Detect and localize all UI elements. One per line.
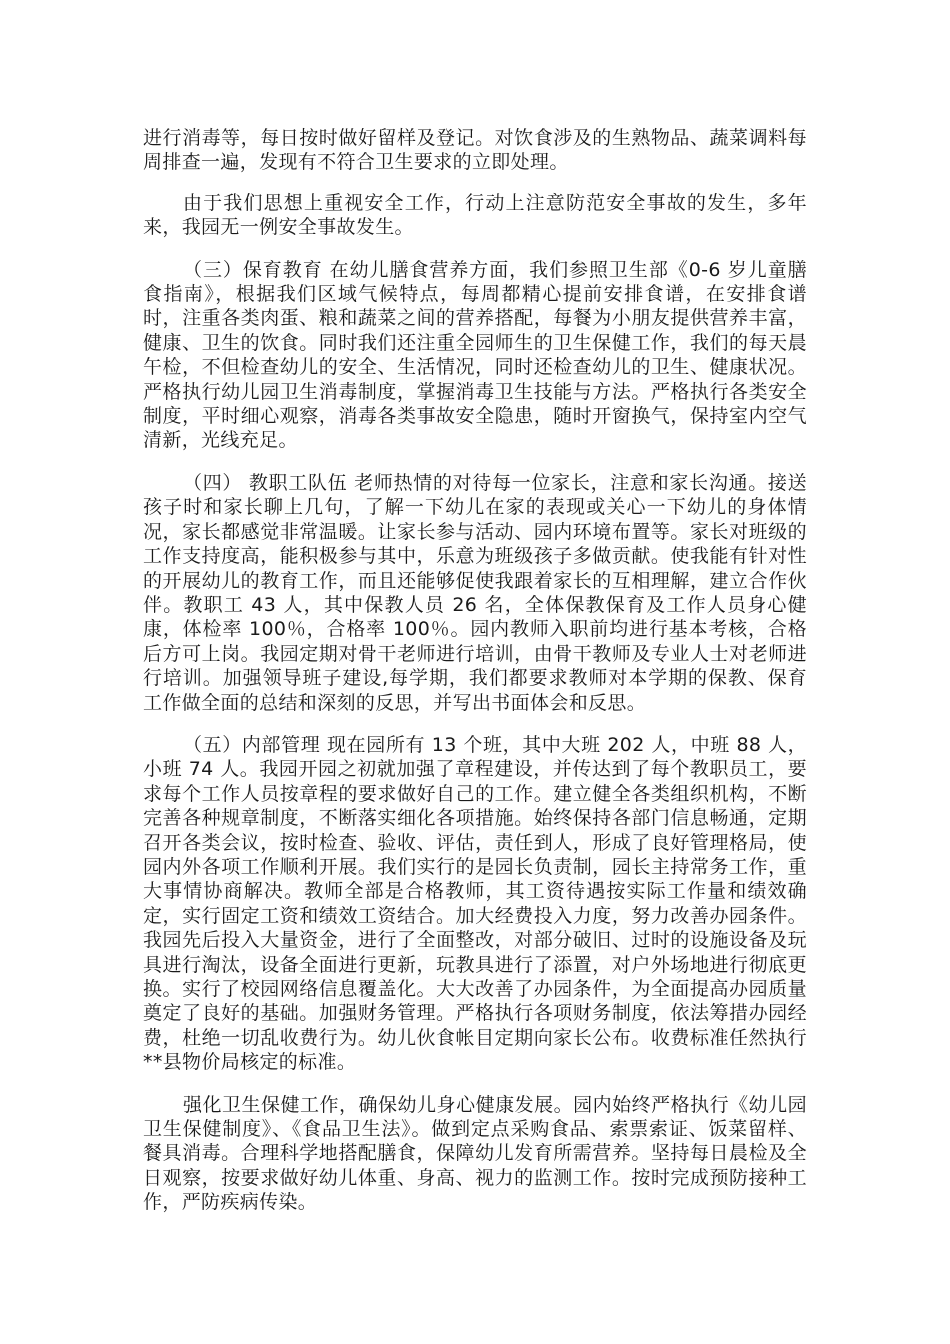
paragraph-section-3-childcare-education: （三）保育教育 在幼儿膳食营养方面，我们参照卫生部《0-6 岁儿童膳食指南》，根据我们区域气候特点，每周都精心提前安排食谱，在安排食谱时，注重各类肉蛋、粮和蔬菜之间的营养搭配，每餐为小朋友提供营养丰富，健康、卫生的饮食。同时我们还注重全园师生的卫生保健工作，我们的每天晨午检，不但检查幼儿的安全、生活情况，同时还检查幼儿的卫生、健康状况。严格执行幼儿园卫生消毒制度，掌握消毒卫生技能与方法。严格执行各类安全制度，平时细心观察，消毒各类事故安全隐患，随时开窗换气，保持室内空气清新，光线充足。 [143,258,807,452]
paragraph-section-5-internal-management: （五）内部管理 现在园所有 13 个班，其中大班 202 人，中班 88 人，小班 74 人。我园开园之初就加强了章程建设，并传达到了每个教职员工，要求每个工作人员按章程的要求做好自己的工作。建立健全各类组织机构，不断完善各种规章制度，不断落实细化各项措施。始终保持各部门信息畅通，定期召开各类会议，按时检查、验收、评估，责任到人，形成了良好管理格局，使园内外各项工作顺利开展。我们实行的是园长负责制，园长主持常务工作，重大事情协商解决。教师全部是合格教师，其工资待遇按实际工作量和绩效确定，实行固定工资和绩效工资结合。加大经费投入力度，努力改善办园条件。我园先后投入大量资金，进行了全面整改，对部分破旧、过时的设施设备及玩具进行淘汰，设备全面进行更新，玩教具进行了添置，对户外场地进行彻底更换。实行了校园网络信息覆盖化。大大改善了办园条件，为全面提高办园质量奠定了良好的基础。加强财务管理。严格执行各项财务制度，依法筹措办园经费，杜绝一切乱收费行为。幼儿伙食帐目定期向家长公布。收费标准任然执行**县物价局核定的标准。 [143,733,807,1074]
paragraph-safety-record: 由于我们思想上重视安全工作，行动上注意防范安全事故的发生，多年来，我园无一例安全事故发生。 [143,191,807,239]
paragraph-health-care-work: 强化卫生保健工作，确保幼儿身心健康发展。园内始终严格执行《幼儿园卫生保健制度》、《食品卫生法》。做到定点采购食品、索票索证、饭菜留样、餐具消毒。合理科学地搭配膳食，保障幼儿发育所需营养。坚持每日晨检及全日观察，按要求做好幼儿体重、身高、视力的监测工作。按时完成预防接种工作，严防疾病传染。 [143,1093,807,1214]
document-body [143,126,807,1215]
paragraph-section-4-staff-team: （四） 教职工队伍 老师热情的对待每一位家长，注意和家长沟通。接送孩子时和家长聊上几句，了解一下幼儿在家的表现或关心一下幼儿的身体情况，家长都感觉非常温暖。让家长参与活动、园内环境布置等。家长对班级的工作支持度高，能积极参与其中，乐意为班级孩子多做贡献。使我能有针对性的开展幼儿的教育工作，而且还能够促使我跟着家长的互相理解，建立合作伙伴。教职工 43 人，其中保教人员 26 名，全体保教保育及工作人员身心健康，体检率 100％，合格率 100％。园内教师入职前均进行基本考核，合格后方可上岗。我园定期对骨干老师进行培训，由骨干教师及专业人士对老师进行培训。加强领导班子建设,每学期，我们都要求教师对本学期的保教、保育工作做全面的总结和深刻的反思，并写出书面体会和反思。 [143,471,807,714]
paragraph-hygiene-continuation: 进行消毒等，每日按时做好留样及登记。对饮食涉及的生熟物品、蔬菜调料每周排查一遍，发现有不符合卫生要求的立即处理。 [143,127,807,174]
